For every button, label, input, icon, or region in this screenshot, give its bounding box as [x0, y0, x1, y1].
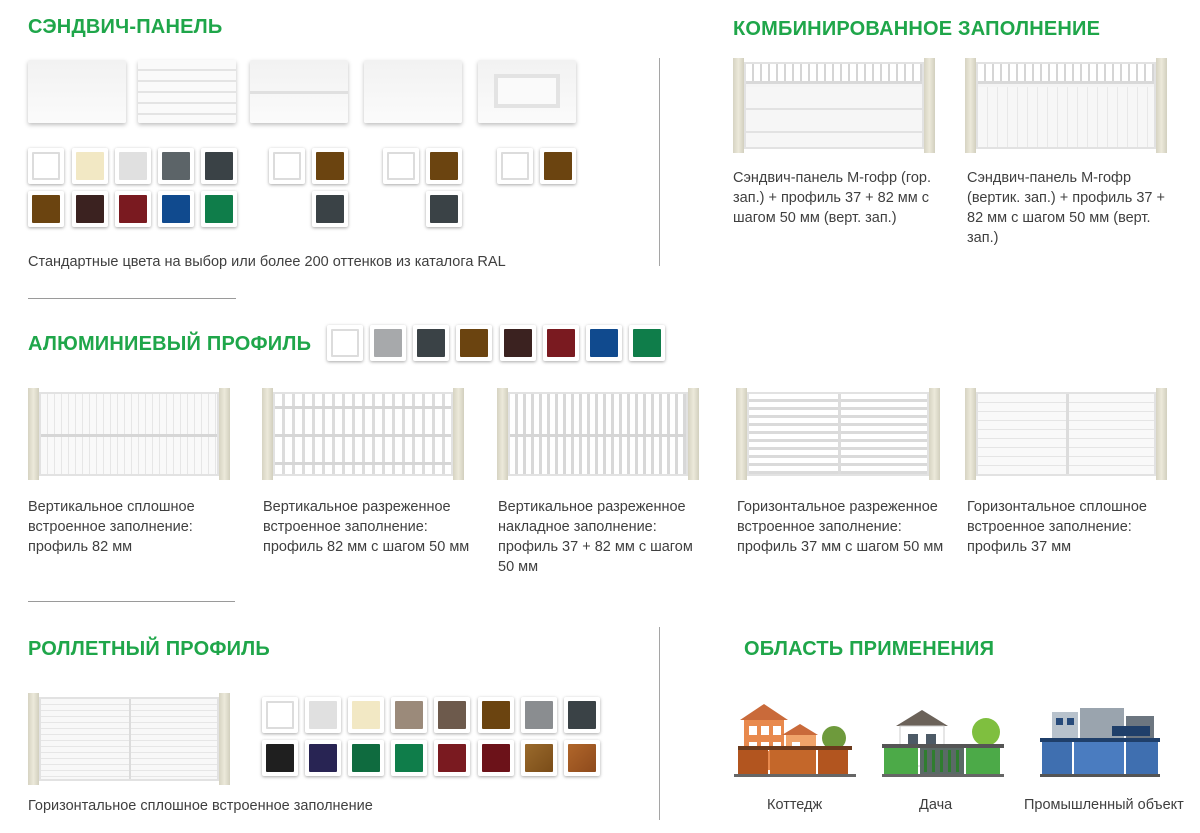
aluminum-caption-3: Вертикальное разреженное накладное заполнение: профиль 37 + 82 мм с шагом 50 мм	[498, 499, 693, 575]
swatch-golden-oak[interactable]	[521, 740, 557, 776]
divider-horizontal-2	[28, 601, 235, 602]
swatch-anthracite[interactable]	[413, 325, 449, 361]
combined-caption-2: Сэндвич-панель М-гофр (вертик. зап.) + профиль 37 + 82 мм с шагом 50 мм (верт. зап.)	[967, 170, 1165, 246]
swatch-dark-brown[interactable]	[500, 325, 536, 361]
swatch-ivory[interactable]	[348, 697, 384, 733]
swatch-moss[interactable]	[348, 740, 384, 776]
cottage-icon	[734, 700, 856, 780]
aluminum-heading: АЛЮМИНИЕВЫЙ ПРОФИЛЬ	[28, 333, 312, 355]
swatch-black[interactable]	[262, 740, 298, 776]
swatch-blue[interactable]	[158, 191, 194, 227]
swatch-beige-grey[interactable]	[391, 697, 427, 733]
swatch-green[interactable]	[201, 191, 237, 227]
combined-gate-1[interactable]	[733, 58, 935, 153]
swatch-white[interactable]	[497, 148, 533, 184]
sandwich-panel-flat[interactable]	[28, 60, 126, 123]
swatch-white[interactable]	[327, 325, 363, 361]
sandwich-panel-stripes[interactable]	[138, 60, 236, 123]
swatch-wine-red[interactable]	[115, 191, 151, 227]
aluminum-gate-horizontal-sparse[interactable]	[736, 388, 940, 480]
swatch-ruby[interactable]	[478, 740, 514, 776]
combined-caption-1: Сэндвич-панель М-гофр (гор. зап.) + профиль 37 + 82 мм с шагом 50 мм (верт. зап.)	[733, 170, 931, 226]
roller-heading: РОЛЛЕТНЫЙ ПРОФИЛЬ	[28, 638, 270, 660]
application-label-country-house: Дача	[919, 797, 953, 813]
aluminum-gate-vertical-overlay[interactable]	[497, 388, 699, 480]
application-heading: ОБЛАСТЬ ПРИМЕНЕНИЯ	[744, 638, 995, 660]
swatch-light-grey[interactable]	[305, 697, 341, 733]
swatch-dark-brown[interactable]	[72, 191, 108, 227]
swatch-anthracite[interactable]	[201, 148, 237, 184]
roller-gate[interactable]	[28, 693, 230, 785]
application-label-cottage: Коттедж	[767, 797, 823, 813]
combined-heading: КОМБИНИРОВАННОЕ ЗАПОЛНЕНИЕ	[733, 18, 1101, 40]
swatch-brown[interactable]	[540, 148, 576, 184]
swatch-green[interactable]	[629, 325, 665, 361]
divider-horizontal-1	[28, 298, 236, 299]
swatch-brown[interactable]	[478, 697, 514, 733]
sandwich-caption: Стандартные цвета на выбор или более 200 оттенков из каталога RAL	[28, 254, 506, 270]
swatch-light-grey[interactable]	[115, 148, 151, 184]
aluminum-caption-5: Горизонтальное сплошное встроенное заполнение: профиль 37 мм	[967, 499, 1147, 555]
swatch-slate[interactable]	[158, 148, 194, 184]
swatch-brown[interactable]	[312, 148, 348, 184]
swatch-grey[interactable]	[521, 697, 557, 733]
divider-vertical-top	[659, 58, 660, 266]
sandwich-panel-one-line[interactable]	[250, 60, 348, 123]
combined-gate-2[interactable]	[965, 58, 1167, 153]
sandwich-heading: СЭНДВИЧ-ПАНЕЛЬ	[28, 16, 223, 38]
swatch-anthracite[interactable]	[426, 191, 462, 227]
sandwich-panel-plain[interactable]	[364, 60, 462, 123]
aluminum-caption-4: Горизонтальное разреженное встроенное заполнение: профиль 37 мм с шагом 50 мм	[737, 499, 944, 555]
aluminum-caption-2: Вертикальное разреженное встроенное заполнение: профиль 82 мм с шагом 50 мм	[263, 499, 470, 555]
swatch-navy[interactable]	[305, 740, 341, 776]
divider-vertical-bottom	[659, 627, 660, 820]
swatch-walnut[interactable]	[564, 740, 600, 776]
swatch-wine-red[interactable]	[543, 325, 579, 361]
aluminum-gate-horizontal-solid[interactable]	[965, 388, 1167, 480]
aluminum-caption-1: Вертикальное сплошное встроенное заполнение: профиль 82 мм	[28, 499, 195, 555]
swatch-brown[interactable]	[456, 325, 492, 361]
swatch-white[interactable]	[262, 697, 298, 733]
country-house-icon	[882, 706, 1004, 780]
swatch-ivory[interactable]	[72, 148, 108, 184]
industrial-building-icon	[1040, 706, 1160, 778]
application-label-industrial: Промышленный объект	[1024, 797, 1184, 813]
swatch-anthracite[interactable]	[312, 191, 348, 227]
swatch-green[interactable]	[391, 740, 427, 776]
swatch-white[interactable]	[383, 148, 419, 184]
swatch-brown[interactable]	[426, 148, 462, 184]
swatch-white[interactable]	[269, 148, 305, 184]
aluminum-gate-vertical-solid[interactable]	[28, 388, 230, 480]
aluminum-gate-vertical-sparse[interactable]	[262, 388, 464, 480]
swatch-brown[interactable]	[28, 191, 64, 227]
roller-caption: Горизонтальное сплошное встроенное заполнение	[28, 798, 373, 814]
swatch-white[interactable]	[28, 148, 64, 184]
swatch-anthracite[interactable]	[564, 697, 600, 733]
swatch-silver[interactable]	[370, 325, 406, 361]
swatch-wine-red[interactable]	[434, 740, 470, 776]
sandwich-panel-frame[interactable]	[478, 60, 576, 123]
swatch-blue[interactable]	[586, 325, 622, 361]
swatch-taupe[interactable]	[434, 697, 470, 733]
